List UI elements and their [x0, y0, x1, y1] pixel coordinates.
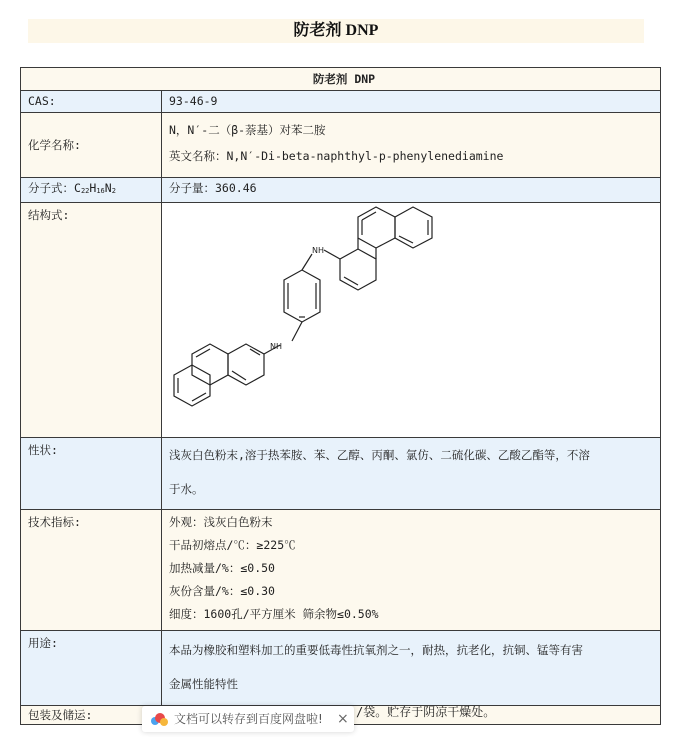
toast-message: 文档可以转存到百度网盘啦!	[174, 712, 323, 726]
nh-label-bottom: NH	[270, 342, 282, 351]
state-value	[162, 438, 661, 510]
molecular-weight: 分子量：360.46	[162, 178, 661, 203]
chem-name-value	[162, 113, 661, 178]
formula-h: H	[89, 181, 97, 195]
formula-label	[21, 178, 162, 203]
list-item: 干品初熔点/℃：≥225℃	[169, 538, 296, 552]
table-row	[21, 178, 661, 203]
table-row	[21, 113, 661, 178]
table-header-row	[21, 68, 661, 91]
use-line-1: 本品为橡胶和塑料加工的重要低毒性抗氧剂之一，耐热，抗老化，抗铜、锰等有害	[169, 643, 583, 657]
formula-n: N	[104, 181, 112, 195]
state-label: 性状:	[21, 438, 162, 510]
structure-label: 结构式:	[21, 203, 162, 438]
pack-label: 包装及储运:	[21, 706, 162, 725]
chem-name-label: 化学名称:	[21, 113, 162, 178]
cas-label: CAS:	[21, 91, 162, 113]
tech-list	[162, 510, 661, 631]
formula-h-count: 16	[96, 187, 105, 195]
save-to-netdisk-toast[interactable]	[142, 706, 354, 732]
spec-table	[20, 67, 661, 725]
chem-name-cn: N，N′-二（β-萘基）对苯二胺	[169, 123, 326, 137]
state-line-1: 浅灰白色粉末,溶于热苯胺、苯、乙醇、丙酮、氯仿、二硫化碳、乙酸乙酯等，不溶	[169, 448, 590, 462]
use-line-2: 金属性能特性	[169, 677, 238, 691]
list-item: 外观：浅灰白色粉末	[169, 515, 273, 529]
use-value	[162, 631, 661, 706]
en-name-label: 英文名称：	[169, 149, 227, 163]
table-row	[21, 631, 661, 706]
table-row	[21, 438, 661, 510]
close-icon[interactable]: ×	[337, 711, 349, 727]
table-row	[21, 510, 661, 631]
cas-value: 93-46-9	[162, 91, 661, 113]
state-line-2: 于水。	[169, 482, 204, 496]
table-header: 防老剂 DNP	[21, 68, 661, 91]
list-item: 灰份含量/%：≤0.30	[169, 584, 275, 598]
en-name-value: N,N′-Di-beta-naphthyl-p-phenylenediamine	[226, 149, 504, 163]
structure-diagram	[162, 203, 659, 433]
table-row	[21, 91, 661, 113]
chem-name-en	[169, 145, 660, 167]
structure-cell	[162, 203, 661, 438]
list-item: 细度：1600孔/平方厘米 筛余物≤0.50%	[169, 607, 379, 621]
formula-prefix: 分子式：C	[28, 181, 81, 195]
nh-label-top: NH	[312, 246, 324, 255]
page-title: 防老剂 DNP	[28, 19, 644, 43]
pack-value-text: /袋。贮存于阴凉干燥处。	[356, 705, 496, 719]
formula-c-count: 22	[80, 187, 90, 195]
list-item: 加热减量/%：≤0.50	[169, 561, 275, 575]
cloud-icon	[149, 711, 169, 737]
use-label: 用途:	[21, 631, 162, 706]
tech-label: 技术指标:	[21, 510, 162, 631]
table-row	[21, 203, 661, 438]
formula-n-count: 2	[111, 187, 116, 195]
